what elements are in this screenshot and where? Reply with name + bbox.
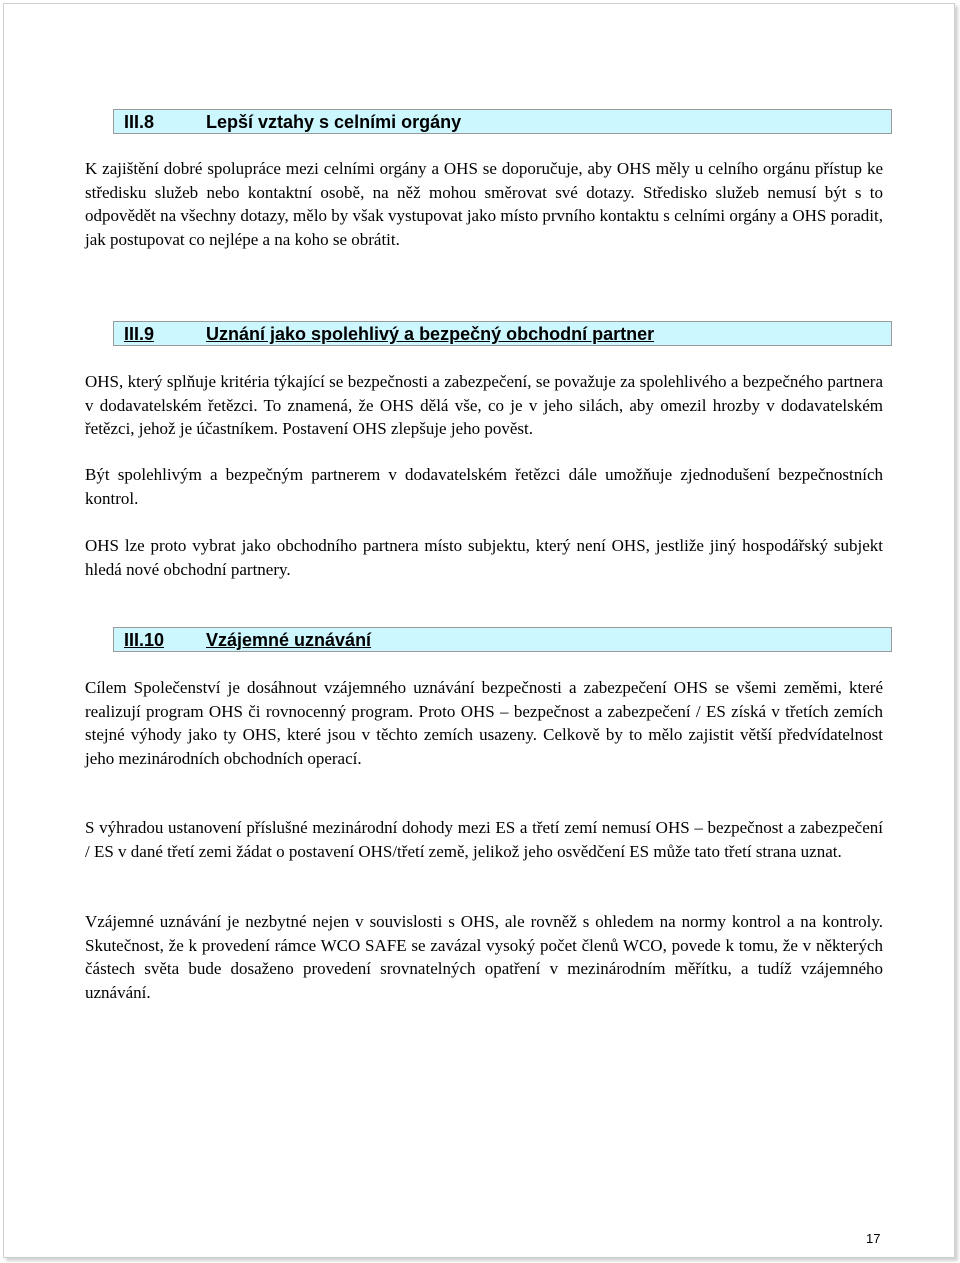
paragraph: K zajištění dobré spolupráce mezi celními orgány a OHS se doporučuje, aby OHS měly u celního orgánu přístup ke středisku služeb nebo kontaktní osobě, na něž mohou směrovat své dotazy. Středisko služeb nemusí být s to odpovědět na všechny dotazy, mělo by však vystupovat jako místo prvního kontaktu s celními orgány a OHS poradit, jak postupovat co nejlépe a na koho se obrátit. [85, 159, 883, 249]
section-heading-iii-8 [113, 109, 892, 134]
paragraph: Vzájemné uznávání je nezbytné nejen v souvislosti s OHS, ale rovněž s ohledem na normy kontrol a na kontroly. Skutečnost, že k provedení rámce WCO SAFE se zavázal vysoký počet členů WCO, povede k tomu, že v některých částech světa bude dosaženo provedení srovnatelných opatření v mezinárodním měřítku, a tudíž vzájemného uznávání. [85, 912, 883, 1002]
section-title: Uznání jako spolehlivý a bezpečný obchodní partner [206, 324, 655, 344]
paragraph: OHS lze proto vybrat jako obchodního partnera místo subjektu, který není OHS, jestliže jiný hospodářský subjekt hledá nové obchodní partnery. [85, 536, 883, 579]
section-number: III.9 [124, 324, 155, 344]
section-number: III.8 [124, 112, 155, 132]
section-title: Lepší vztahy s celními orgány [206, 112, 462, 132]
section-number: III.10 [124, 630, 165, 650]
paragraph: Být spolehlivým a bezpečným partnerem v dodavatelském řetězci dále umožňuje zjednodušení bezpečnostních kontrol. [85, 465, 883, 508]
paragraph: OHS, který splňuje kritéria týkající se bezpečnosti a zabezpečení, se považuje za spolehlivého a bezpečného partnera v dodavatelském řetězci. To znamená, že OHS dělá vše, co je v jeho silách, aby omezil hrozby v dodavatelském řetězci, jehož je účastníkem. Postavení OHS zlepšuje jeho pověst. [85, 372, 883, 438]
section-title: Vzájemné uznávání [206, 630, 372, 650]
paragraph: S výhradou ustanovení příslušné mezinárodní dohody mezi ES a třetí zemí nemusí OHS – bezpečnost a zabezpečení / ES v dané třetí zemi žádat o postavení OHS/třetí země, jelikož jeho osvědčení ES může tato třetí strana uznat. [85, 818, 883, 861]
page-number: 17 [866, 1231, 881, 1246]
paragraph: Cílem Společenství je dosáhnout vzájemného uznávání bezpečnosti a zabezpečení OHS se všemi zeměmi, které realizují program OHS či rovnocenný program. Proto OHS – bezpečnost a zabezpečení / ES získá v třetích zemích stejné výhody jako ty OHS, které jsou v těchto zemích usazeny. Celkově by to mělo zajistit větší předvídatelnost jeho mezinárodních obchodních operací. [85, 678, 883, 768]
section-heading-iii-10 [113, 627, 892, 652]
page [3, 3, 955, 1258]
section-heading-iii-9 [113, 321, 892, 346]
